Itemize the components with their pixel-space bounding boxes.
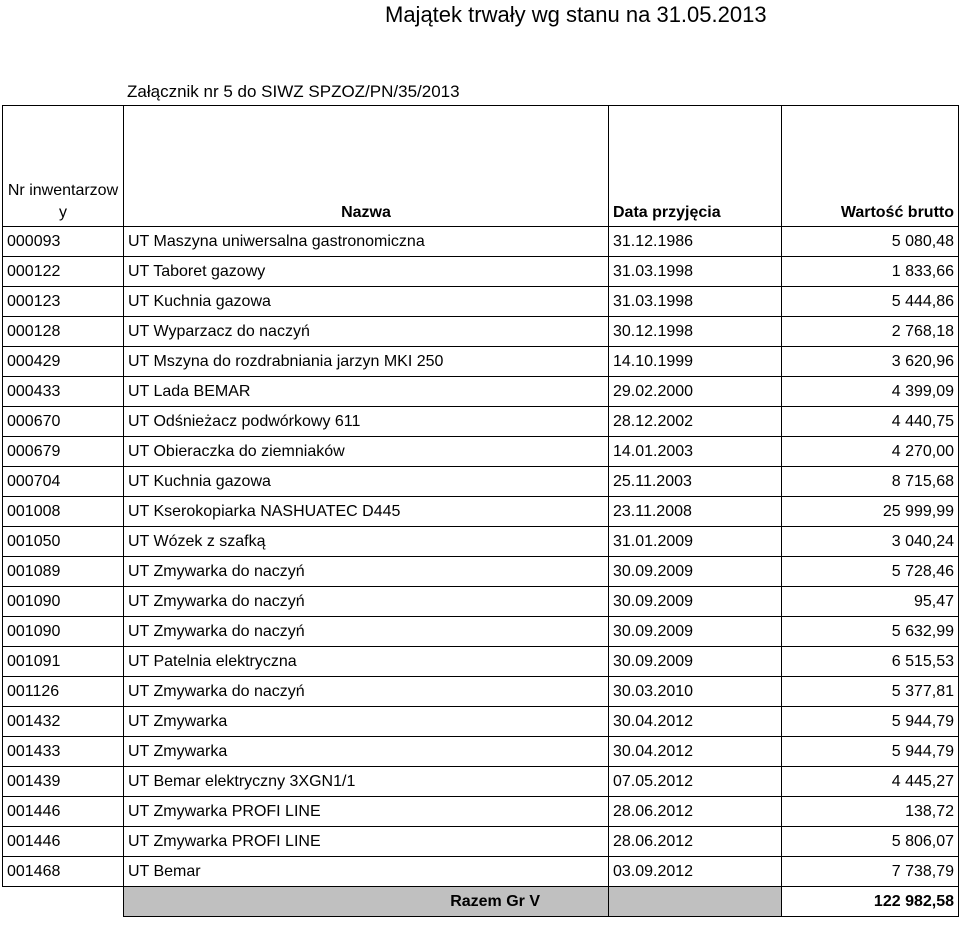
table-row [3,857,959,887]
cell-value: 5 728,46 [782,557,959,587]
page-title: Majątek trwały wg stanu na 31.05.2013 [385,2,767,27]
cell-value: 7 738,79 [782,857,959,887]
cell-nr: 001008 [3,497,124,527]
cell-date: 29.02.2000 [609,377,782,407]
cell-name: UT Kserokopiarka NASHUATEC D445 [124,497,609,527]
total-label: Razem Gr V [124,887,609,917]
cell-value: 5 806,07 [782,827,959,857]
cell-value: 5 944,79 [782,737,959,767]
cell-nr: 000670 [3,407,124,437]
cell-date: 14.10.1999 [609,347,782,377]
cell-date: 30.09.2009 [609,557,782,587]
table-row [3,647,959,677]
cell-nr: 000093 [3,227,124,257]
cell-date: 31.01.2009 [609,527,782,557]
total-value: 122 982,58 [782,887,959,917]
cell-date: 03.09.2012 [609,857,782,887]
cell-value: 3 040,24 [782,527,959,557]
table-row [3,677,959,707]
table-row [3,497,959,527]
cell-name: UT Bemar [124,857,609,887]
cell-nr: 001433 [3,737,124,767]
cell-nr: 000128 [3,317,124,347]
table-row [3,407,959,437]
cell-name: UT Bemar elektryczny 3XGN1/1 [124,767,609,797]
cell-date: 28.06.2012 [609,827,782,857]
cell-nr: 001126 [3,677,124,707]
cell-name: UT Kuchnia gazowa [124,467,609,497]
cell-name: UT Zmywarka PROFI LINE [124,797,609,827]
cell-date: 07.05.2012 [609,767,782,797]
cell-nr: 000123 [3,287,124,317]
cell-date: 30.09.2009 [609,587,782,617]
cell-name: UT Patelnia elektryczna [124,647,609,677]
cell-name: UT Obieraczka do ziemniaków [124,437,609,467]
cell-date: 30.04.2012 [609,737,782,767]
table-row [3,557,959,587]
total-row [3,887,959,917]
cell-value: 8 715,68 [782,467,959,497]
cell-nr: 000704 [3,467,124,497]
cell-date: 30.03.2010 [609,677,782,707]
cell-nr: 000429 [3,347,124,377]
cell-value: 4 440,75 [782,407,959,437]
cell-name: UT Zmywarka [124,737,609,767]
cell-nr: 001439 [3,767,124,797]
cell-name: UT Maszyna uniwersalna gastronomiczna [124,227,609,257]
table-row [3,527,959,557]
cell-name: UT Zmywarka [124,707,609,737]
cell-nr: 001091 [3,647,124,677]
table-header-row [3,106,959,227]
cell-name: UT Taboret gazowy [124,257,609,287]
cell-nr: 000679 [3,437,124,467]
table-row [3,797,959,827]
cell-date: 28.12.2002 [609,407,782,437]
cell-nr: 001089 [3,557,124,587]
page-subtitle: Załącznik nr 5 do SIWZ SPZOZ/PN/35/2013 [127,82,460,101]
asset-table [2,105,959,917]
table-row [3,617,959,647]
table-row [3,287,959,317]
cell-date: 28.06.2012 [609,797,782,827]
table-row [3,707,959,737]
cell-value: 3 620,96 [782,347,959,377]
header-name: Nazwa [124,106,609,227]
cell-value: 2 768,18 [782,317,959,347]
cell-nr: 001090 [3,587,124,617]
cell-nr: 000122 [3,257,124,287]
total-date-blank [609,887,782,917]
cell-nr: 001050 [3,527,124,557]
cell-name: UT Zmywarka do naczyń [124,677,609,707]
cell-name: UT Wózek z szafką [124,527,609,557]
cell-name: UT Zmywarka do naczyń [124,557,609,587]
cell-date: 30.09.2009 [609,617,782,647]
cell-name: UT Zmywarka PROFI LINE [124,827,609,857]
cell-value: 4 270,00 [782,437,959,467]
cell-value: 5 632,99 [782,617,959,647]
cell-value: 138,72 [782,797,959,827]
header-value: Wartość brutto [782,106,959,227]
cell-value: 5 944,79 [782,707,959,737]
cell-name: UT Kuchnia gazowa [124,287,609,317]
cell-value: 5 080,48 [782,227,959,257]
table-row [3,317,959,347]
cell-value: 4 445,27 [782,767,959,797]
table-row [3,257,959,287]
cell-date: 31.03.1998 [609,287,782,317]
cell-value: 4 399,09 [782,377,959,407]
cell-nr: 001432 [3,707,124,737]
cell-value: 6 515,53 [782,647,959,677]
cell-nr: 000433 [3,377,124,407]
cell-name: UT Mszyna do rozdrabniania jarzyn MKI 250 [124,347,609,377]
cell-value: 1 833,66 [782,257,959,287]
cell-name: UT Zmywarka do naczyń [124,617,609,647]
cell-date: 30.12.1998 [609,317,782,347]
header-nr: Nr inwentarzow y [3,106,124,227]
table-row [3,347,959,377]
cell-nr: 001468 [3,857,124,887]
cell-name: UT Zmywarka do naczyń [124,587,609,617]
cell-date: 23.11.2008 [609,497,782,527]
cell-date: 25.11.2003 [609,467,782,497]
cell-name: UT Odśnieżacz podwórkowy 611 [124,407,609,437]
cell-nr: 001446 [3,797,124,827]
table-row [3,437,959,467]
cell-value: 5 444,86 [782,287,959,317]
cell-date: 31.12.1986 [609,227,782,257]
table-row [3,587,959,617]
table-row [3,767,959,797]
cell-value: 5 377,81 [782,677,959,707]
cell-nr: 001446 [3,827,124,857]
cell-date: 31.03.1998 [609,257,782,287]
table-row [3,467,959,497]
table-row [3,827,959,857]
header-date: Data przyjęcia [609,106,782,227]
table-row [3,737,959,767]
cell-date: 14.01.2003 [609,437,782,467]
cell-name: UT Wyparzacz do naczyń [124,317,609,347]
cell-value: 95,47 [782,587,959,617]
cell-value: 25 999,99 [782,497,959,527]
total-blank [3,887,124,917]
cell-name: UT Lada BEMAR [124,377,609,407]
cell-nr: 001090 [3,617,124,647]
cell-date: 30.04.2012 [609,707,782,737]
table-row [3,377,959,407]
cell-date: 30.09.2009 [609,647,782,677]
table-row [3,227,959,257]
